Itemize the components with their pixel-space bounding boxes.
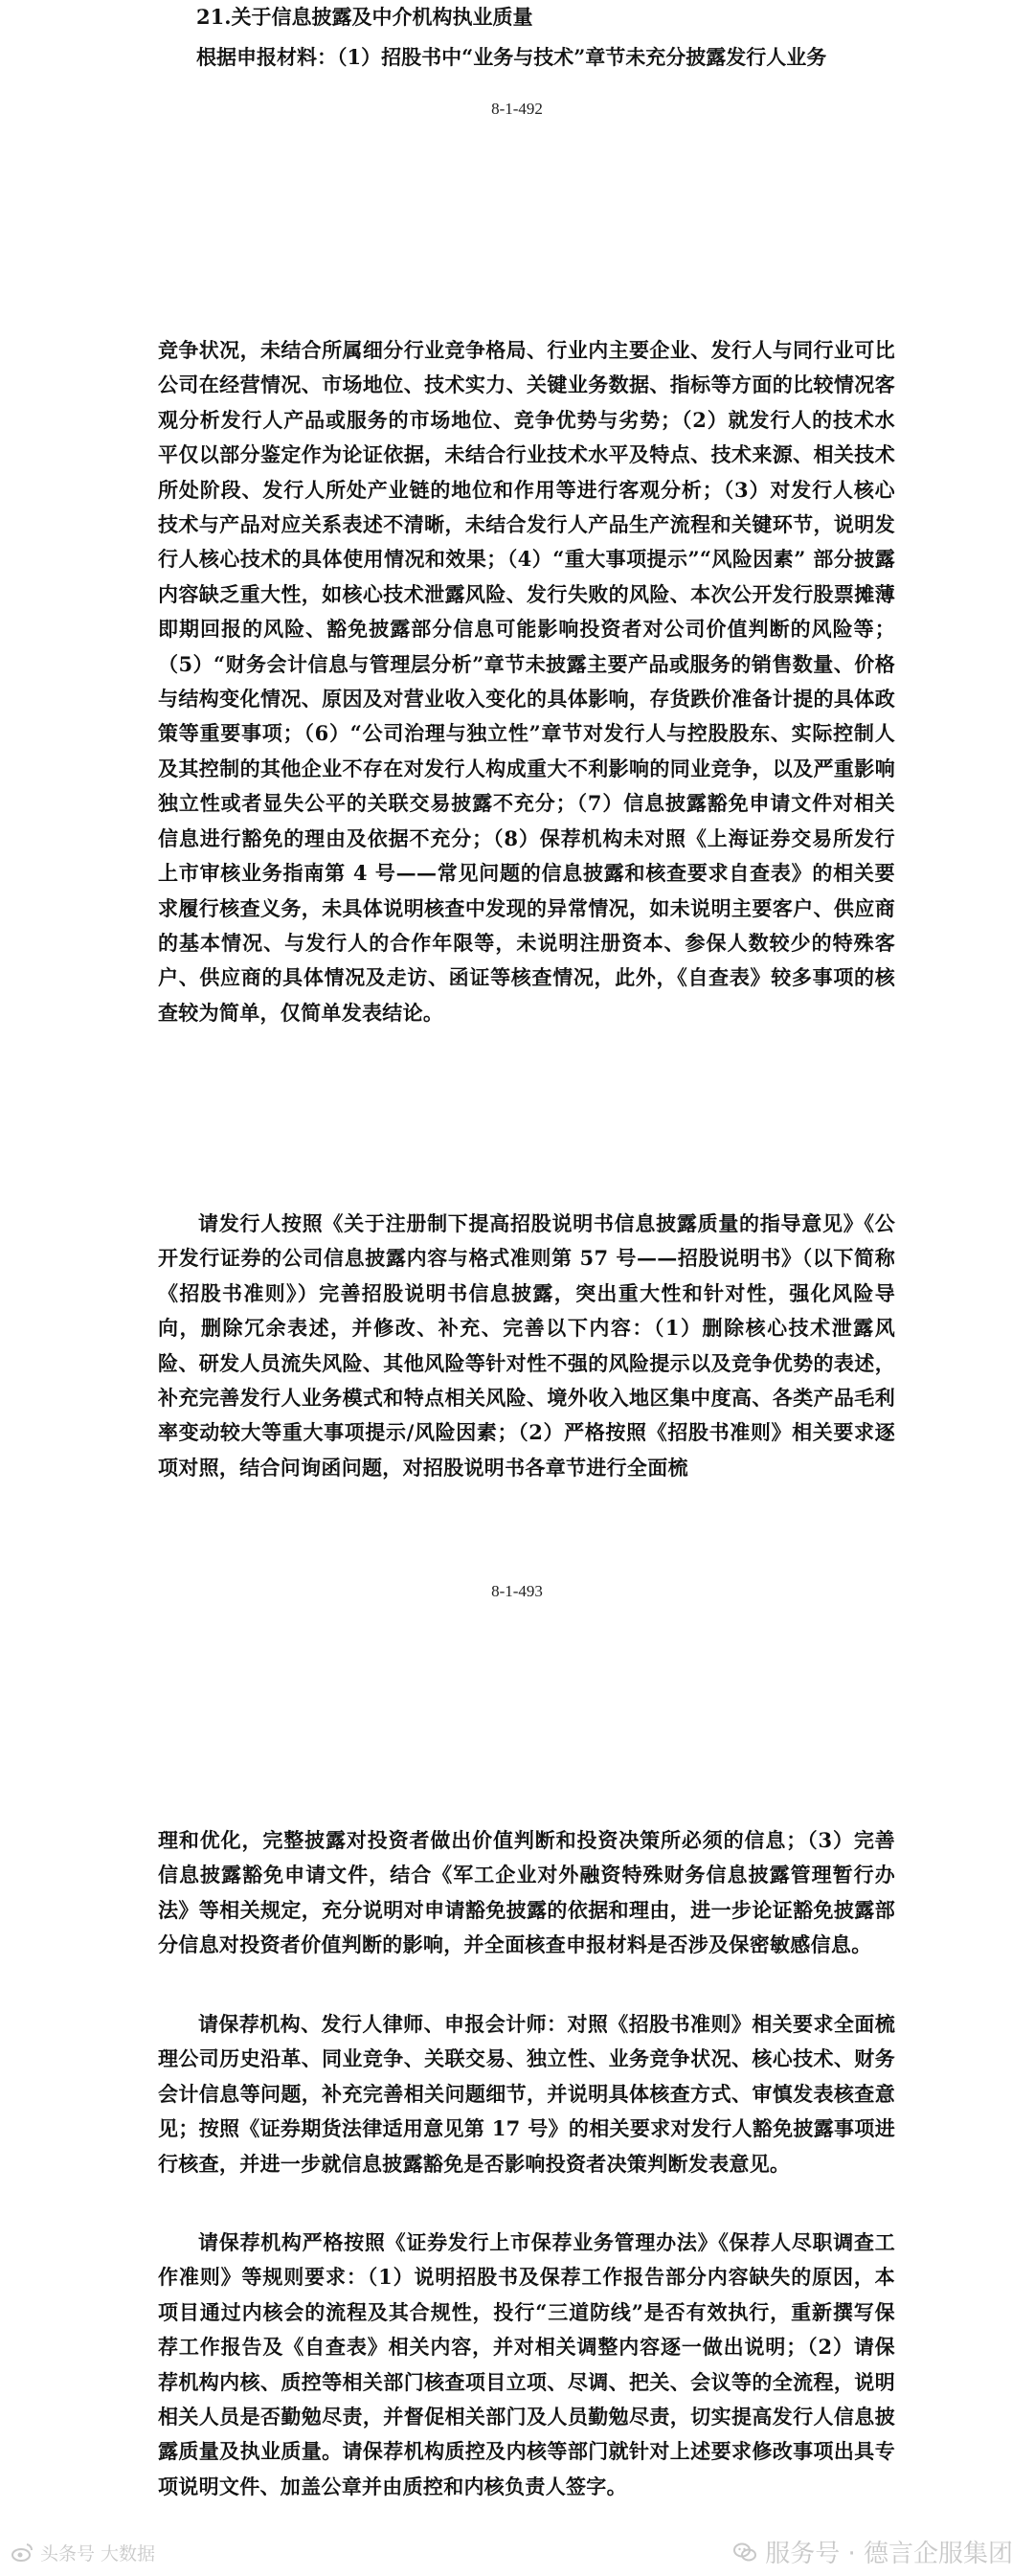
intro-line: 根据申报材料：（1）招股书中“业务与技术”章节未充分披露发行人业务 — [196, 45, 827, 69]
watermark-right — [732, 2534, 1013, 2569]
weibo-icon — [10, 2541, 34, 2565]
page-number-first: 8-1-492 — [491, 100, 543, 118]
paragraph-continuation: 理和优化，完整披露对投资者做出价值判断和投资决策所必须的信息；（3）完善信息披露豁免申请文件，结合《军工企业对外融资特殊财务信息披露管理暂行办法》等相关规定，充分说明对申请豁免披露的依据和理由，进一步论证豁免披露部分信息对投资者价值判断的影响，并全面核查申报材料是否涉及保密敏感信息。 — [158, 1828, 895, 1957]
watermark-left — [10, 2540, 155, 2565]
wechat-icon — [732, 2540, 757, 2565]
paragraph-sponsor-requirements: 请保荐机构严格按照《证券发行上市保荐业务管理办法》《保荐人尽职调查工作准则》等规则要求：（1）说明招股书及保荐工作报告部分内容缺失的原因，本项目通过内核会的流程及其合规性，投行“三道防线”是否有效执行，重新撰写保荐工作报告及《自查表》相关内容，并对相关调整内容逐一做出说明；（2）请保荐机构内核、质控等相关部门核查项目立项、尽调、把关、会议等的全流程，说明相关人员是否勤勉尽责，并督促相关部门及人员勤勉尽责，切实提高发行人信息披露质量及执业质量。请保荐机构质控及内核等部门就针对上述要求修改事项出具专项说明文件、加盖公章并由质控和内核负责人签字。 — [158, 2230, 895, 2498]
watermark-left-text: 头条号 大数据 — [40, 2543, 156, 2565]
section-heading: 21.关于信息披露及中介机构执业质量 — [196, 5, 533, 29]
paragraph-findings: 竞争状况，未结合所属细分行业竞争格局、行业内主要企业、发行人与同行业可比公司在经营情况、市场地位、技术实力、关键业务数据、指标等方面的比较情况客观分析发行人产品或服务的市场地位、竞争优势与劣势；（2）就发行人的技术水平仅以部分鉴定作为论证依据，未结合行业技术水平及特点、技术来源、相关技术所处阶段、发行人所处产业链的地位和作用等进行客观分析；（3）对发行人核心技术与产品对应关系表述不清晰，未结合发行人产品生产流程和关键环节，说明发行人核心技术的具体使用情况和效果；（4）“重大事项提示”“风险因素” 部分披露内容缺乏重大性，如核心技术泄露风险、发行失败的风险、本次公开发行股票摊薄即期回报的风险、豁免披露部分信息可能影响投资者对公司价值判断的风险等；（5）“财务会计信息与管理层分析”章节未披露主要产品或服务的销售数量、价格与结构变化情况、原因及对营业收入变化的具体影响，存货跌价准备计提的具体政策等重要事项；（6）“公司治理与独立性”章节对发行人与控股股东、实际控制人及其控制的其他企业不存在对发行人构成重大不利影响的同业竞争，以及严重影响独立性或者显失公平的关联交易披露不充分；（7）信息披露豁免申请文件对相关信息进行豁免的理由及依据不充分；（8）保荐机构未对照《上海证券交易所发行上市审核业务指南第 4 号——常见问题的信息披露和核查要求自查表》的相关要求履行核查义务，未具体说明核查中发现的异常情况，如未说明主要客户、供应商的基本情况、与发行人的合作年限等，未说明注册资本、参保人数较少的特殊客户、供应商的具体情况及走访、函证等核查情况，此外，《自查表》较多事项的核查较为简单，仅简单发表结论。 — [158, 338, 895, 1025]
paragraph-issuer-requirements: 请发行人按照《关于注册制下提高招股说明书信息披露质量的指导意见》《公开发行证券的公司信息披露内容与格式准则第 57 号——招股说明书》（以下简称《招股书准则》）完善招股说明书信息披露，突出重大性和针对性，强化风险导向，删除冗余表述，并修改、补充、完善以下内容：（1）删除核心技术泄露风险、研发人员流失风险、其他风险等针对性不强的风险提示以及竞争优势的表述，补充完善发行人业务模式和特点相关风险、境外收入地区集中度高、各类产品毛利率变动较大等重大事项提示/风险因素；（2）严格按照《招股书准则》相关要求逐项对照，结合问询函问题，对招股说明书各章节进行全面梳 — [158, 1211, 895, 1480]
page-number-second: 8-1-493 — [491, 1582, 543, 1600]
paragraph-intermediary-requirements: 请保荐机构、发行人律师、申报会计师：对照《招股书准则》相关要求全面梳理公司历史沿革、同业竞争、关联交易、独立性、业务竞争状况、核心技术、财务会计信息等问题，补充完善相关问题细节，并说明具体核查方式、审慎发表核查意见；按照《证券期货法律适用意见第 17 号》的相关要求对发行人豁免披露事项进行核查，并进一步就信息披露豁免是否影响投资者决策判断发表意见。 — [158, 2012, 895, 2176]
watermark-right-text: 服务号 · 德言企服集团 — [765, 2540, 1013, 2568]
